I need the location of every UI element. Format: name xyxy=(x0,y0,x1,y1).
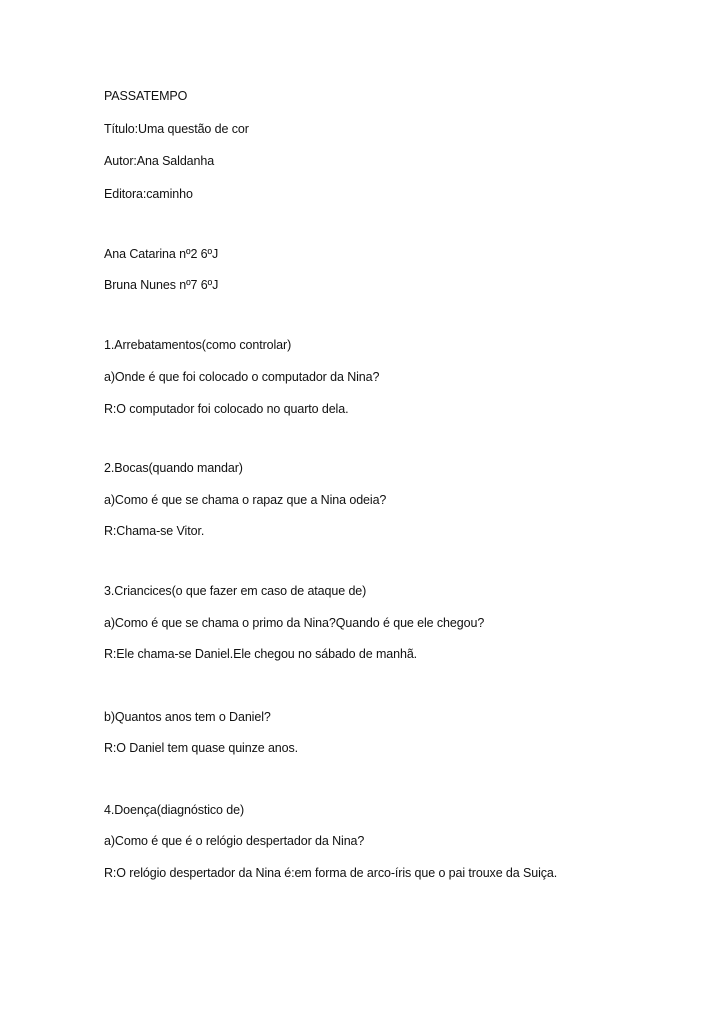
section-heading: 2.Bocas(quando mandar) xyxy=(104,461,243,475)
document-title: PASSATEMPO xyxy=(104,89,188,103)
question: a)Onde é que foi colocado o computador da Nina? xyxy=(104,370,380,384)
answer: R:Chama-se Vitor. xyxy=(104,524,205,538)
answer: R:O computador foi colocado no quarto dela. xyxy=(104,402,349,416)
student-name: Ana Catarina nº2 6ºJ xyxy=(104,247,219,261)
book-publisher: Editora:caminho xyxy=(104,187,193,201)
answer: R:Ele chama-se Daniel.Ele chegou no sábado de manhã. xyxy=(104,647,418,661)
section-heading: 1.Arrebatamentos(como controlar) xyxy=(104,338,292,352)
student-name: Bruna Nunes nº7 6ºJ xyxy=(104,278,219,292)
question: a)Como é que se chama o primo da Nina?Quando é que ele chegou? xyxy=(104,616,485,630)
answer: R:O relógio despertador da Nina é:em forma de arco-íris que o pai trouxe da Suiça. xyxy=(104,866,558,880)
section-heading: 4.Doença(diagnóstico de) xyxy=(104,803,245,817)
question: b)Quantos anos tem o Daniel? xyxy=(104,710,271,724)
book-author: Autor:Ana Saldanha xyxy=(104,154,215,168)
question: a)Como é que se chama o rapaz que a Nina odeia? xyxy=(104,493,387,507)
answer: R:O Daniel tem quase quinze anos. xyxy=(104,741,299,755)
book-title: Título:Uma questão de cor xyxy=(104,122,249,136)
question: a)Como é que é o relógio despertador da Nina? xyxy=(104,834,365,848)
section-heading: 3.Criancices(o que fazer em caso de ataque de) xyxy=(104,584,367,598)
